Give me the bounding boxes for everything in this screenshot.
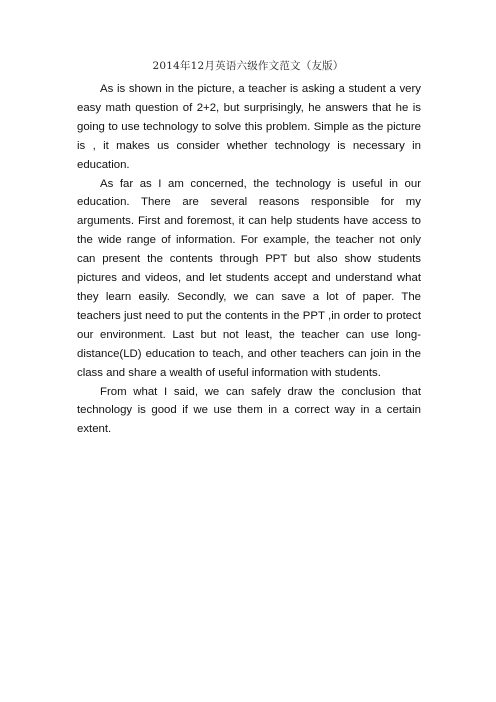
paragraph-conclusion: From what I said, we can safely draw the conclusion that technology is good if we use them in a correct way in a certain extent.: [77, 385, 421, 436]
paragraph-arguments: As far as I am concerned, the technology is useful in our education. There are several reasons responsible for my arguments. First and foremost, it can help students have access to the wide range of information. For example, the teacher not only can present the contents through PPT but also show students pictures and videos, and let students accept and understand what they learn easily. Secondly, we can save a lot of paper. The teachers just need to put the contents in the PPT ,in order to protect our environment. Last but not least, the teacher can use long-distance(LD) education to teach, and other teachers can join in the class and share a wealth of useful information with students.: [77, 177, 421, 379]
paragraph-intro: As is shown in the picture, a teacher is asking a student a very easy math question of 2+2, but surprisingly, he answers that he is going to use technology to solve this problem. Simple as the picture is , it makes us consider whether technology is necessary in education.: [77, 83, 421, 171]
document-body: [77, 80, 421, 439]
document-title: 2014年12月英语六级作文范文（友版）: [152, 60, 344, 72]
